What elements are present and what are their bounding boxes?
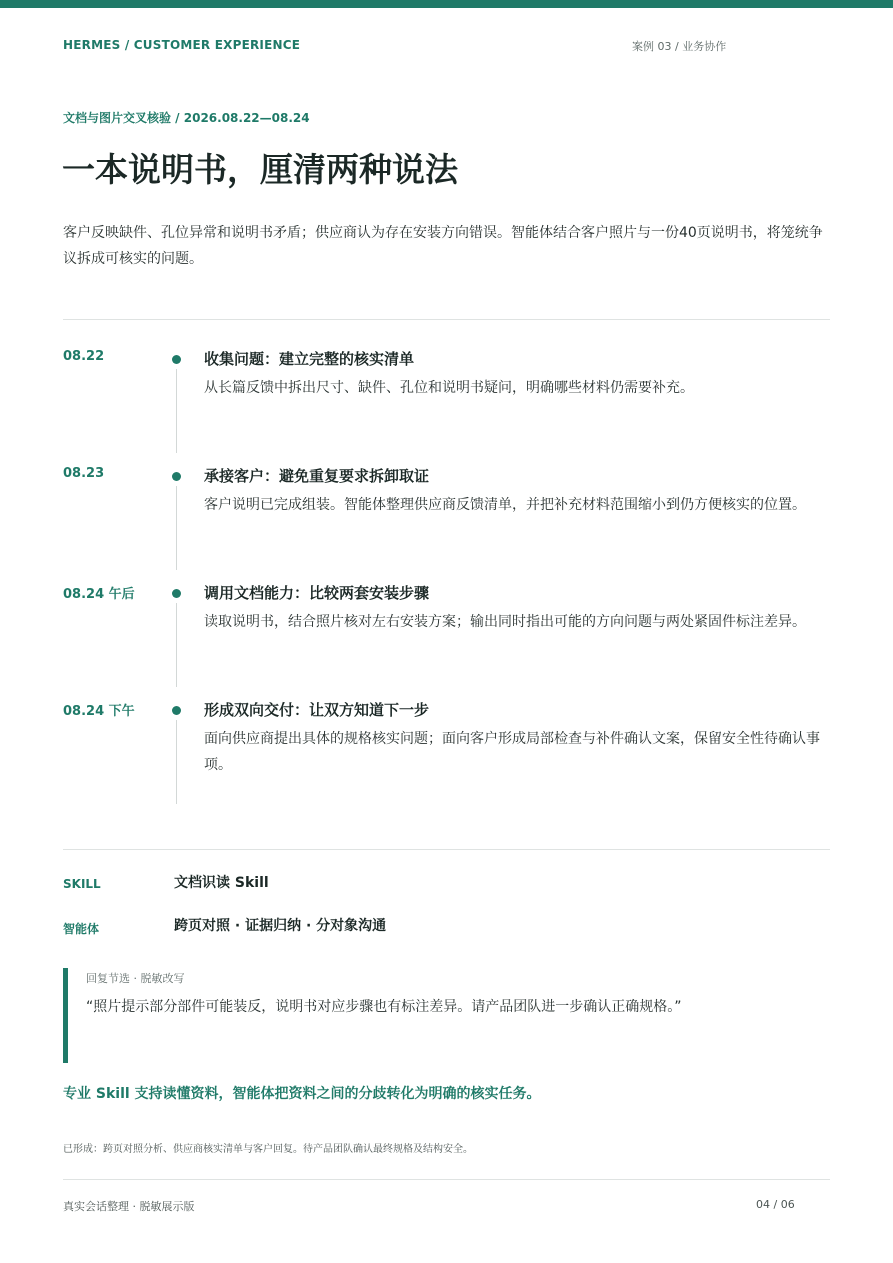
skill-label: SKILL (63, 877, 101, 891)
timeline-heading: 形成双向交付：让双方知道下一步 (204, 701, 430, 719)
top-accent-bar (0, 0, 893, 8)
timeline-dot-icon (172, 706, 181, 715)
divider (63, 849, 830, 850)
timeline-description: 面向供应商提出具体的规格核实问题；面向客户形成局部检查与补件确认文案，保留安全性待确认事项。 (204, 731, 820, 773)
divider (63, 319, 830, 320)
page-number: 04 / 06 (756, 1198, 795, 1211)
case-label: 案例 03 / 业务协作 (632, 40, 727, 53)
timeline-description: 从长篇反馈中拆出尺寸、缺件、孔位和说明书疑问，明确哪些材料仍需要补充。 (204, 380, 694, 396)
status-note: 已形成：跨页对照分析、供应商核实清单与客户回复。待产品团队确认最终规格及结构安全。 (63, 1144, 473, 1155)
timeline-heading: 承接客户：避免重复要求拆卸取证 (204, 467, 430, 485)
timeline-heading: 收集问题：建立完整的核实清单 (204, 350, 415, 368)
timeline-description: 客户说明已完成组装。智能体整理供应商反馈清单，并把补充材料范围缩小到仍方便核实的位置。 (204, 497, 806, 513)
key-takeaway: 专业 Skill 支持读懂资料，智能体把资料之间的分歧转化为明确的核实任务。 (63, 1086, 541, 1102)
quote-text: “照片提示部分部件可能装反，说明书对应步骤也有标注差异。请产品团队进一步确认正确规格。” (86, 999, 682, 1015)
timeline-date: 08.23 (63, 466, 105, 481)
quote-label: 回复节选 · 脱敏改写 (86, 972, 185, 985)
divider (63, 1179, 830, 1180)
timeline-dot-icon (172, 355, 181, 364)
agent-label: 智能体 (63, 922, 100, 936)
timeline-date: 08.24 下午 (63, 704, 135, 719)
brand-label: HERMES / CUSTOMER EXPERIENCE (63, 38, 301, 52)
section-kicker: 文档与图片交叉核验 / 2026.08.22—08.24 (63, 111, 310, 125)
timeline-date: 08.22 (63, 349, 105, 364)
timeline-description: 读取说明书，结合照片核对左右安装方案；输出同时指出可能的方向问题与两处紧固件标注差异。 (204, 614, 806, 630)
timeline-connector (176, 720, 177, 804)
timeline-connector (176, 486, 177, 570)
skill-value: 文档识读 Skill (174, 875, 269, 891)
timeline-date: 08.24 午后 (63, 587, 135, 602)
footer-source: 真实会话整理 · 脱敏展示版 (63, 1200, 195, 1213)
timeline-heading: 调用文档能力：比较两套安装步骤 (204, 584, 430, 602)
reply-quote (63, 968, 828, 1063)
intro-paragraph: 客户反映缺件、孔位异常和说明书矛盾；供应商认为存在安装方向错误。智能体结合客户照片与一份40页说明书，将笼统争议拆成可核实的问题。 (63, 225, 823, 267)
timeline-dot-icon (172, 472, 181, 481)
timeline-connector (176, 369, 177, 453)
page-title: 一本说明书，厘清两种说法 (62, 150, 458, 189)
agent-value: 跨页对照 · 证据归纳 · 分对象沟通 (174, 918, 387, 934)
timeline-dot-icon (172, 589, 181, 598)
timeline-connector (176, 603, 177, 687)
